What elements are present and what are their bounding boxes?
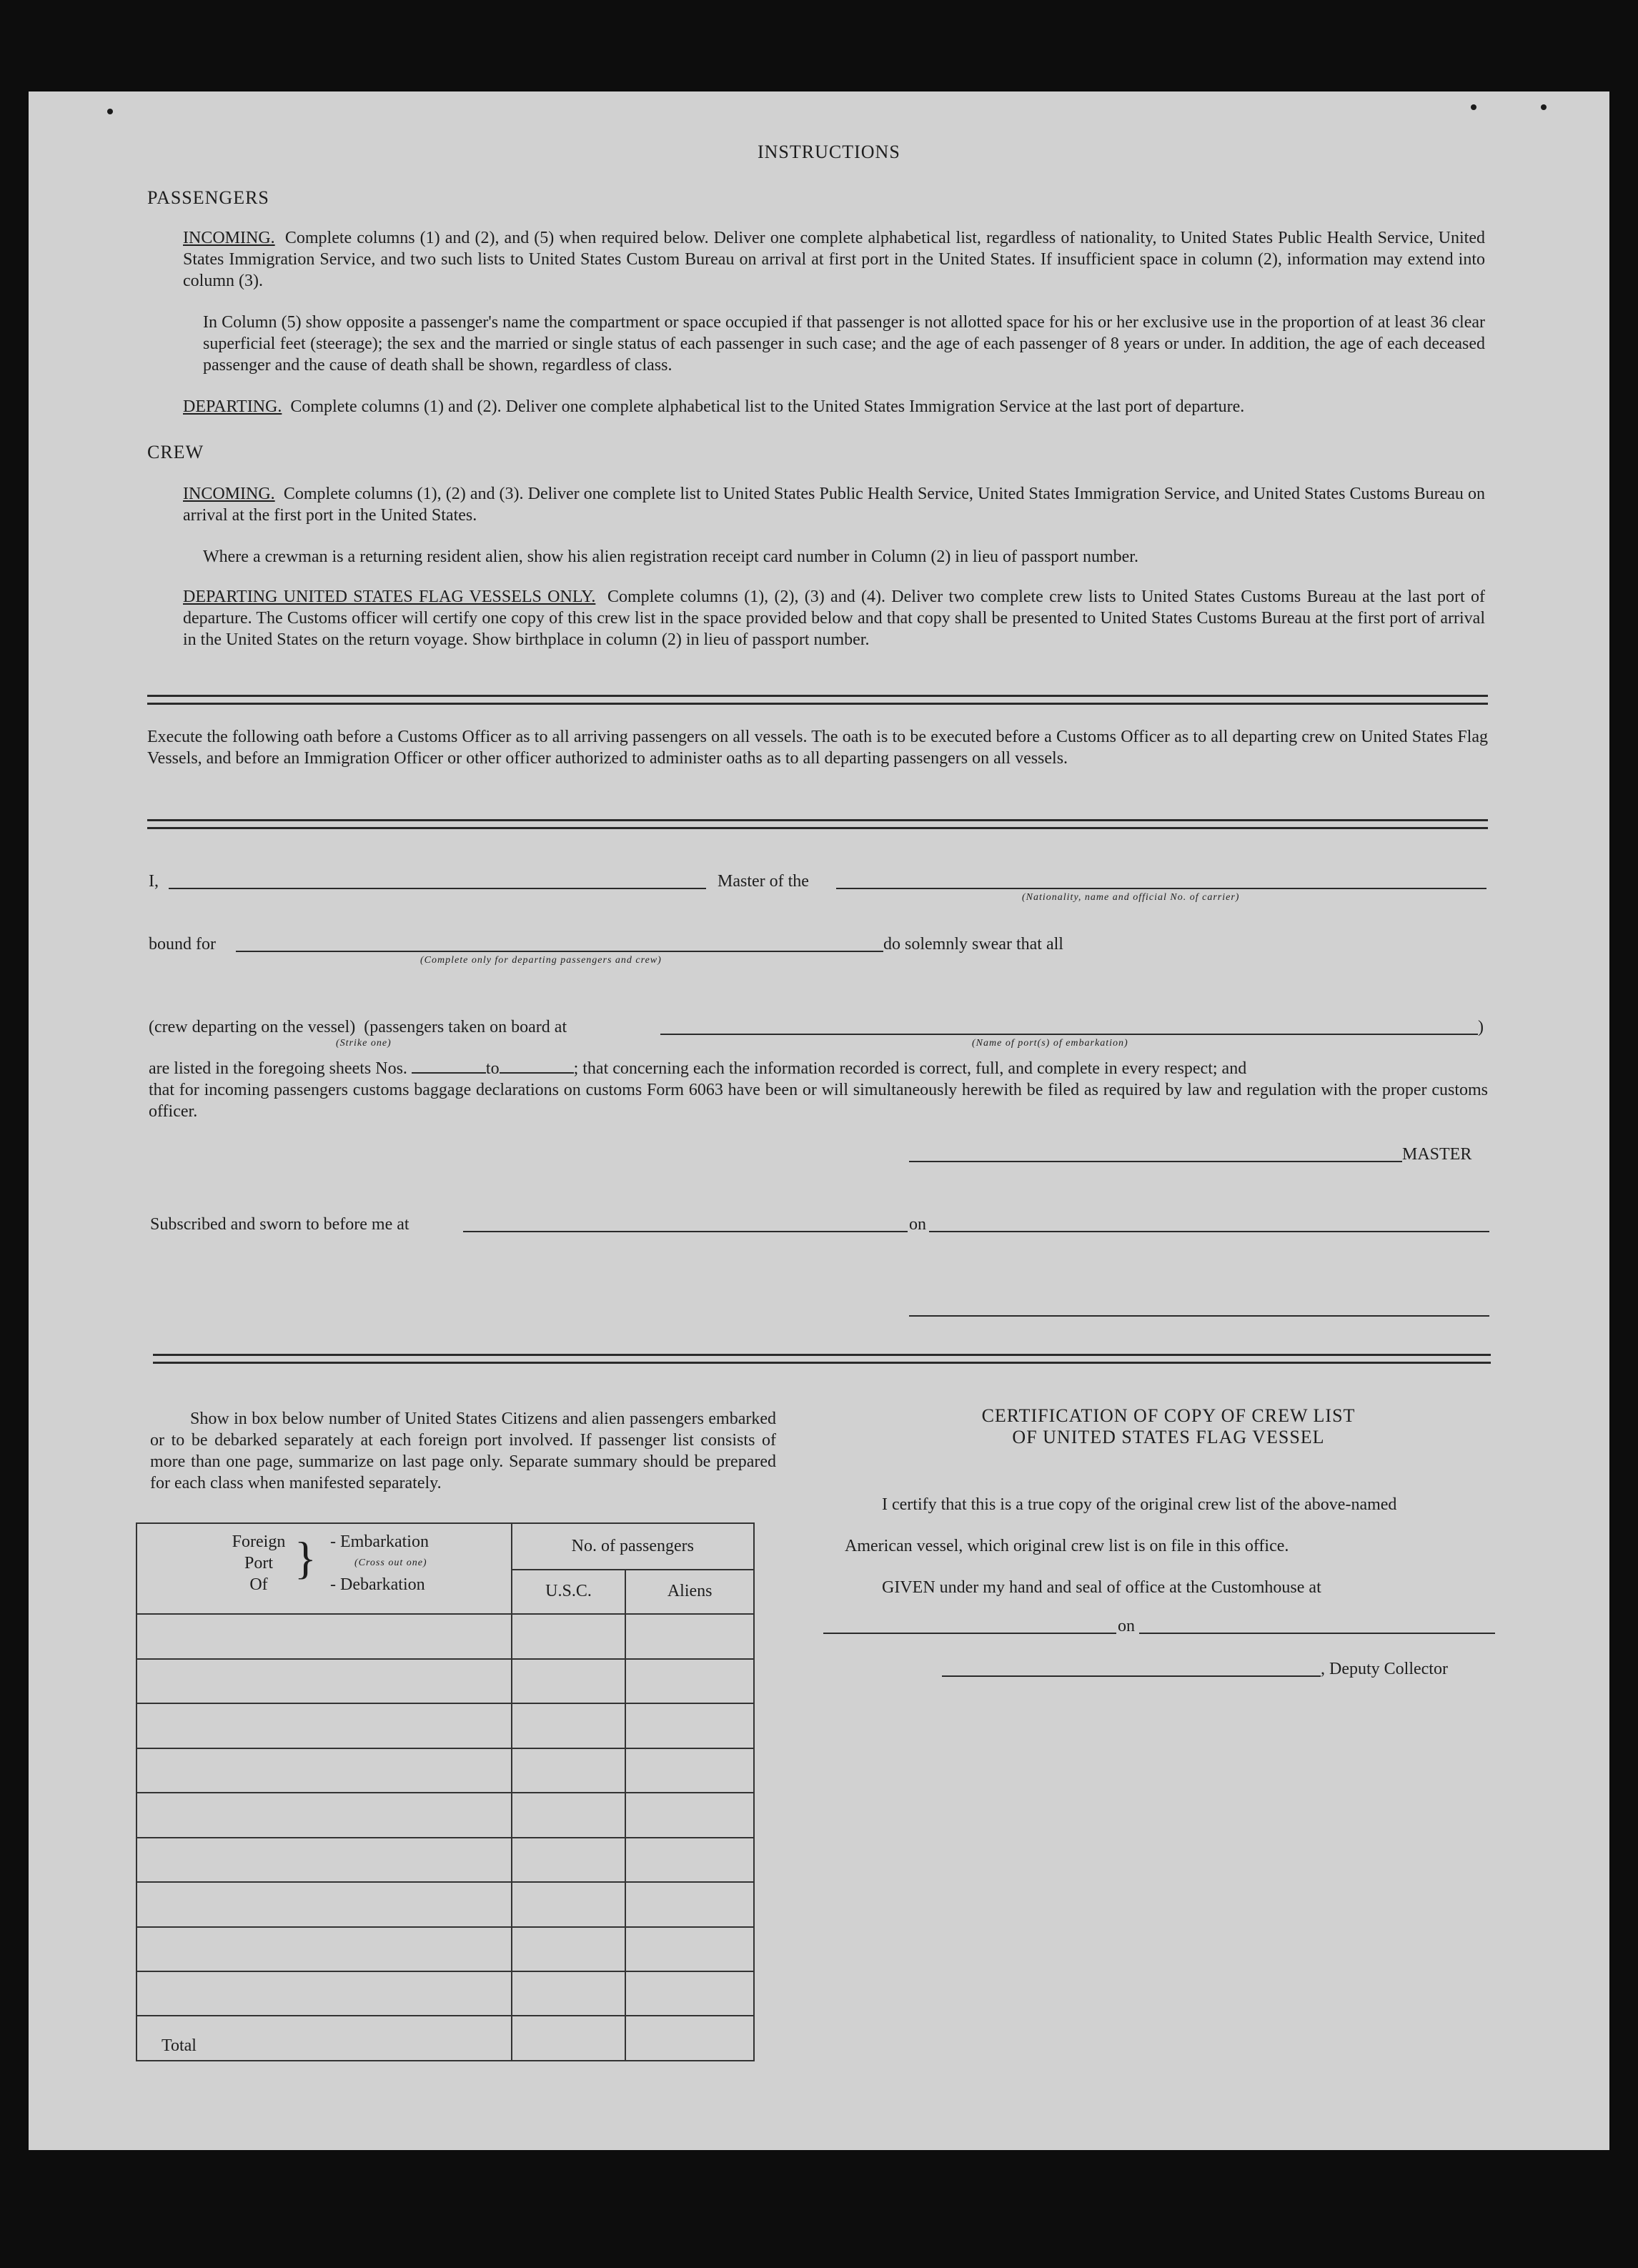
sheet-to-field[interactable] [500, 1072, 574, 1074]
usc-cell[interactable] [512, 1703, 626, 1748]
on-label: on [909, 1215, 926, 1234]
certification-title-line2: OF UNITED STATES FLAG VESSEL [1012, 1427, 1325, 1447]
passengers-heading: PASSENGERS [147, 187, 269, 208]
usc-header: U.S.C. [512, 1570, 626, 1614]
port-cell[interactable] [136, 1614, 512, 1658]
nationality-caption: (Nationality, name and official No. of carrier) [1022, 892, 1240, 903]
port-cell[interactable] [136, 1927, 512, 1971]
carrier-field[interactable] [836, 888, 1486, 889]
aliens-cell[interactable] [625, 1882, 754, 1926]
section-divider [153, 1354, 1491, 1364]
foreign-label: Foreign [232, 1532, 286, 1551]
crew-departing-paragraph [183, 586, 1485, 650]
cert-date-field[interactable] [1139, 1633, 1495, 1634]
no-passengers-header: No. of passengers [512, 1523, 754, 1570]
strike-one-line [149, 1016, 567, 1038]
crew-incoming-paragraph [183, 483, 1485, 526]
aliens-cell[interactable] [625, 1748, 754, 1793]
passengers-departing-text: Complete columns (1) and (2). Deliver one complete alphabetical list to the United States Immigration Service at the last port of departure. [290, 397, 1245, 416]
aliens-cell[interactable] [625, 1614, 754, 1658]
crew-departing-option[interactable]: (crew departing on the vessel) [149, 1018, 356, 1036]
usc-cell[interactable] [512, 1748, 626, 1793]
given-line: GIVEN under my hand and seal of office at the Customhouse at [882, 1578, 1321, 1597]
aliens-cell[interactable] [625, 1971, 754, 2016]
passengers-taken-option[interactable]: (passengers taken on board at [364, 1018, 567, 1036]
crew-departing-label: DEPARTING UNITED STATES FLAG VESSELS ONLY. [183, 588, 596, 606]
section-divider [147, 695, 1488, 705]
certification-title [800, 1405, 1537, 1448]
column5-paragraph: In Column (5) show opposite a passenger's name the compartment or space occupied if that passenger is not allotted space for his or her exclusive use in the proportion of at least 36 clear superficial feet (steerage); the sex and the married or single status of each passenger in such case; and the age of each passenger of 8 years or under. In addition, the age of each deceased passenger and the cause of death shall be shown, regardless of class. [203, 313, 1485, 375]
passengers-departing-paragraph [183, 396, 1485, 417]
deputy-collector-label: , Deputy Collector [1321, 1660, 1448, 1678]
cross-out-caption: (Cross out one) [354, 1558, 427, 1568]
certification-title-line1: CERTIFICATION OF COPY OF CREW LIST [981, 1405, 1356, 1426]
usc-cell[interactable] [512, 1614, 626, 1658]
passengers-incoming-text: Complete columns (1) and (2), and (5) when required below. Deliver one complete alphabetical list, regardless of nationality, to United States Public Health Service, United States Immigration Service, and two such lists to United States Custom Bureau on arrival at first port in the United States. If insufficient space in column (2), information may extend into column (3). [183, 229, 1486, 290]
aliens-cell[interactable] [625, 1659, 754, 1703]
port-cell[interactable] [136, 1659, 512, 1703]
subscribed-date-field[interactable] [929, 1231, 1489, 1232]
aliens-cell[interactable] [625, 1838, 754, 1882]
crewman-paragraph: Where a crewman is a returning resident alien, show his alien registration receipt card number in Column (2) in lieu of passport number. [203, 548, 1138, 566]
port-label: Port [244, 1554, 273, 1573]
port-cell[interactable] [136, 1838, 512, 1882]
listed-start: are listed in the foregoing sheets Nos. [149, 1059, 407, 1078]
crew-incoming-text: Complete columns (1), (2) and (3). Deliver one complete list to United States Public Health Service, United States Immigration Service, and United States Customs Bureau on arrival at the first port in the United States. [183, 485, 1486, 525]
master-name-field[interactable] [169, 888, 706, 889]
aliens-header: Aliens [625, 1570, 754, 1614]
master-signature-field[interactable] [909, 1161, 1402, 1162]
passengers-departing-label: DEPARTING. [183, 397, 282, 416]
deputy-signature-field[interactable] [942, 1675, 1321, 1677]
strike-one-caption: (Strike one) [336, 1038, 392, 1049]
total-label: Total [136, 2016, 512, 2061]
bound-for-field[interactable] [236, 951, 883, 952]
certify-line2: American vessel, which original crew list is on file in this office. [845, 1537, 1289, 1555]
usc-cell[interactable] [512, 1838, 626, 1882]
usc-cell[interactable] [512, 1659, 626, 1703]
port-cell[interactable] [136, 1748, 512, 1793]
passengers-incoming-label: INCOMING. [183, 229, 275, 247]
i-label: I, [149, 872, 159, 891]
embarkation-ports-field[interactable] [660, 1034, 1478, 1035]
passenger-summary-table [136, 1522, 755, 2061]
instructions-title: INSTRUCTIONS [758, 142, 900, 162]
punch-dot [107, 109, 113, 114]
oath-intro: Execute the following oath before a Customs Officer as to all arriving passengers on all vessels. The oath is to be executed before a Customs Officer as to all departing crew on United States Flag Vessels, and before an Immigration Officer or other officer authorized to administer oaths as to all departing passengers on all vessels. [147, 728, 1488, 768]
usc-cell[interactable] [512, 1971, 626, 2016]
cert-on-label: on [1118, 1617, 1135, 1635]
complete-only-caption: (Complete only for departing passengers and crew) [420, 955, 662, 966]
section-divider [147, 819, 1488, 829]
port-cell[interactable] [136, 1703, 512, 1748]
debarkation-option[interactable]: - Debarkation [330, 1575, 425, 1594]
usc-cell[interactable] [512, 1927, 626, 1971]
master-of-the-label: Master of the [718, 872, 809, 891]
port-cell[interactable] [136, 1793, 512, 1837]
summary-instructions: Show in box below number of United States Citizens and alien passengers embarked or to be debarked separately at each foreign port involved. If passenger list consists of more than one page, summarize on last page only. Separate summary should be prepared for each class when manifested separately. [150, 1410, 776, 1492]
bound-for-label: bound for [149, 935, 216, 954]
foreign-port-header [136, 1523, 512, 1614]
subscribed-place-field[interactable] [463, 1231, 908, 1232]
punch-dot [1541, 104, 1547, 110]
subscribed-label: Subscribed and sworn to before me at [150, 1215, 409, 1234]
crew-heading: CREW [147, 442, 204, 462]
of-label: Of [249, 1575, 268, 1594]
embarkation-option[interactable]: - Embarkation [330, 1532, 429, 1551]
listed-rest: ; that concerning each the information recorded is correct, full, and complete in every respect; and [573, 1059, 1247, 1078]
to-label: to [485, 1059, 500, 1078]
crew-departing-text: Complete columns (1), (2), (3) and (4). Deliver two complete crew lists to United States Customs Bureau at the last port of departure. The Customs officer will certify one copy of this crew list in the space provided below and that copy shall be presented to United States Customs Bureau at the first port of arrival in the United States on the return voyage. Show birthplace in column (2) in lieu of passport number. [183, 588, 1485, 649]
aliens-cell[interactable] [625, 1793, 754, 1837]
listed-line [149, 1058, 1246, 1079]
usc-cell[interactable] [512, 1793, 626, 1837]
listed-text2: that for incoming passengers customs baggage declarations on customs Form 6063 have been or will simultaneously herewith be filed as required by law and regulation with the proper customs officer. [149, 1081, 1488, 1121]
certify-line1: I certify that this is a true copy of the original crew list of the above-named [882, 1495, 1397, 1514]
passengers-incoming-paragraph [183, 227, 1485, 292]
customhouse-field[interactable] [823, 1633, 1116, 1634]
total-aliens-cell[interactable] [625, 2016, 754, 2061]
total-usc-cell[interactable] [512, 2016, 626, 2061]
ports-caption: (Name of port(s) of embarkation) [972, 1038, 1128, 1049]
usc-cell[interactable] [512, 1882, 626, 1926]
do-solemnly-label: do solemnly swear that all [883, 935, 1063, 954]
officer-signature-field[interactable] [909, 1315, 1489, 1317]
port-cell[interactable] [136, 1882, 512, 1926]
close-paren: ) [1478, 1018, 1484, 1036]
punch-dot [1471, 104, 1476, 110]
aliens-cell[interactable] [625, 1927, 754, 1971]
aliens-cell[interactable] [625, 1703, 754, 1748]
sheet-from-field[interactable] [412, 1072, 486, 1074]
master-label: MASTER [1402, 1145, 1472, 1164]
port-cell[interactable] [136, 1971, 512, 2016]
brace-icon: } [294, 1532, 317, 1583]
crew-incoming-label: INCOMING. [183, 485, 275, 503]
